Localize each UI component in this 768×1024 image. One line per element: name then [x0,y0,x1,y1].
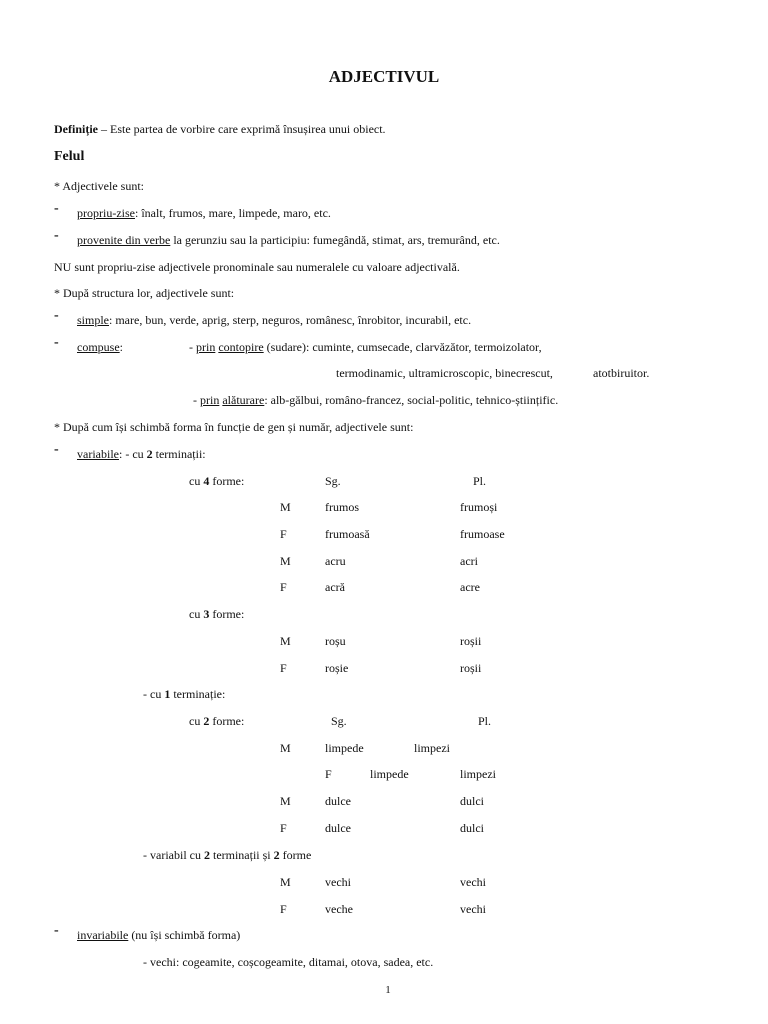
term-text: (sudare): cuminte, cumsecade, clarvăzător, termoizolator, [263,340,542,354]
plural: vechi [460,875,486,889]
section-heading-felul: Felul [54,149,85,164]
definition-label: Definiție [54,122,98,136]
term-text: (nu își schimbă forma) [128,928,241,942]
gender: M [280,741,291,755]
page-title: ADJECTIVUL [328,67,440,86]
list-subitem: - prin alăturare: alb-gălbui, româno-francez, social-politic, tehnico-științific. [193,393,559,407]
singular: vechi [325,875,351,889]
plural: limpezi [414,741,450,755]
plural: frumoase [460,527,505,541]
bullet-dash: - [54,308,59,323]
term-text: : alb-gălbui, româno-francez, social-politic, tehnico-științific. [264,393,559,407]
forms-heading: cu 2 forme: [189,714,245,728]
gender: M [280,794,291,808]
singular: acru [325,554,346,568]
column-header-sg: Sg. [325,474,341,488]
gender: F [280,580,287,594]
section-intro: * După cum își schimbă forma în funcție de gen și număr, adjectivele sunt: [54,420,414,434]
term: invariabile [77,928,129,942]
bullet-dash: - [54,335,59,350]
gender: F [280,902,287,916]
gender: M [280,554,291,568]
list-item [77,340,123,354]
column-header-pl: Pl. [478,714,492,728]
column-header-pl: Pl. [473,474,487,488]
termination-heading: - cu 1 terminație: [143,687,226,701]
plural: dulci [460,821,484,835]
list-subitem-continuation: termodinamic, ultramicroscopic, binecrescut, [336,366,553,380]
gender: F [280,661,287,675]
bullet-dash: - [54,923,59,938]
plural: dulci [460,794,484,808]
termination-heading: - variabil cu 2 terminații și 2 forme [143,848,312,862]
plural: vechi [460,902,486,916]
section-intro: * Adjectivele sunt: [54,179,144,193]
forms-heading: cu 4 forme: [189,474,245,488]
plural: roșii [460,634,482,648]
singular: frumoasă [325,527,370,541]
list-subitem: - vechi: cogeamite, coșcogeamite, ditamai, otova, sadea, etc. [143,955,434,969]
section-intro: * După structura lor, adjectivele sunt: [54,286,235,300]
gender: F [280,821,287,835]
definition-text: – Este partea de vorbire care exprimă însușirea unui obiect. [98,122,386,136]
plural: frumoși [460,500,498,514]
list-item [77,313,471,327]
term: compuse [77,340,120,354]
gender: M [280,875,291,889]
list-subitem-continuation: atotbiruitor. [593,366,650,380]
plural: roșii [460,661,482,675]
term-text: la gerunziu sau la participiu: fumegândă, stimat, ars, tremurând, etc. [170,233,500,247]
list-item: variabile: - cu 2 terminații: [77,447,206,461]
plural: limpezi [460,767,496,781]
singular: frumos [325,500,359,514]
singular: dulce [325,794,351,808]
bullet-dash: - [54,201,59,216]
singular: limpede [370,767,409,781]
gender: M [280,500,291,514]
term-text: : înalt, frumos, mare, limpede, maro, etc. [134,206,331,220]
gender: M [280,634,291,648]
definition [54,122,386,136]
term-text: : mare, bun, verde, aprig, sterp, neguros, românesc, înrobitor, incurabil, etc. [109,313,472,327]
list-item [77,928,240,942]
term: provenite din verbe [77,233,171,247]
term: contopire [218,340,264,354]
plural: acre [460,580,480,594]
term: alăturare [222,393,265,407]
singular: roșu [325,634,346,648]
singular: limpede [325,741,364,755]
bullet-dash: - [54,228,59,243]
list-subitem: - prin contopire (sudare): cuminte, cumsecade, clarvăzător, termoizolator, [189,340,542,354]
gender: F [325,767,332,781]
list-item [77,206,331,220]
forms-heading: cu 3 forme: [189,607,245,621]
term: propriu-zise [77,206,135,220]
list-item [77,233,500,247]
page-number: 1 [385,984,391,996]
term-colon: : [119,340,123,354]
singular: dulce [325,821,351,835]
bullet-dash: - [54,442,59,457]
note: NU sunt propriu-zise adjectivele pronominale sau numeralele cu valoare adjectivală. [54,260,460,274]
term: prin [200,393,220,407]
term: simple [77,313,109,327]
singular: veche [325,902,353,916]
column-header-sg: Sg. [331,714,347,728]
term: variabile [77,447,119,461]
term: prin [196,340,216,354]
plural: acri [460,554,478,568]
gender: F [280,527,287,541]
singular: roșie [325,661,349,675]
singular: acră [325,580,345,594]
